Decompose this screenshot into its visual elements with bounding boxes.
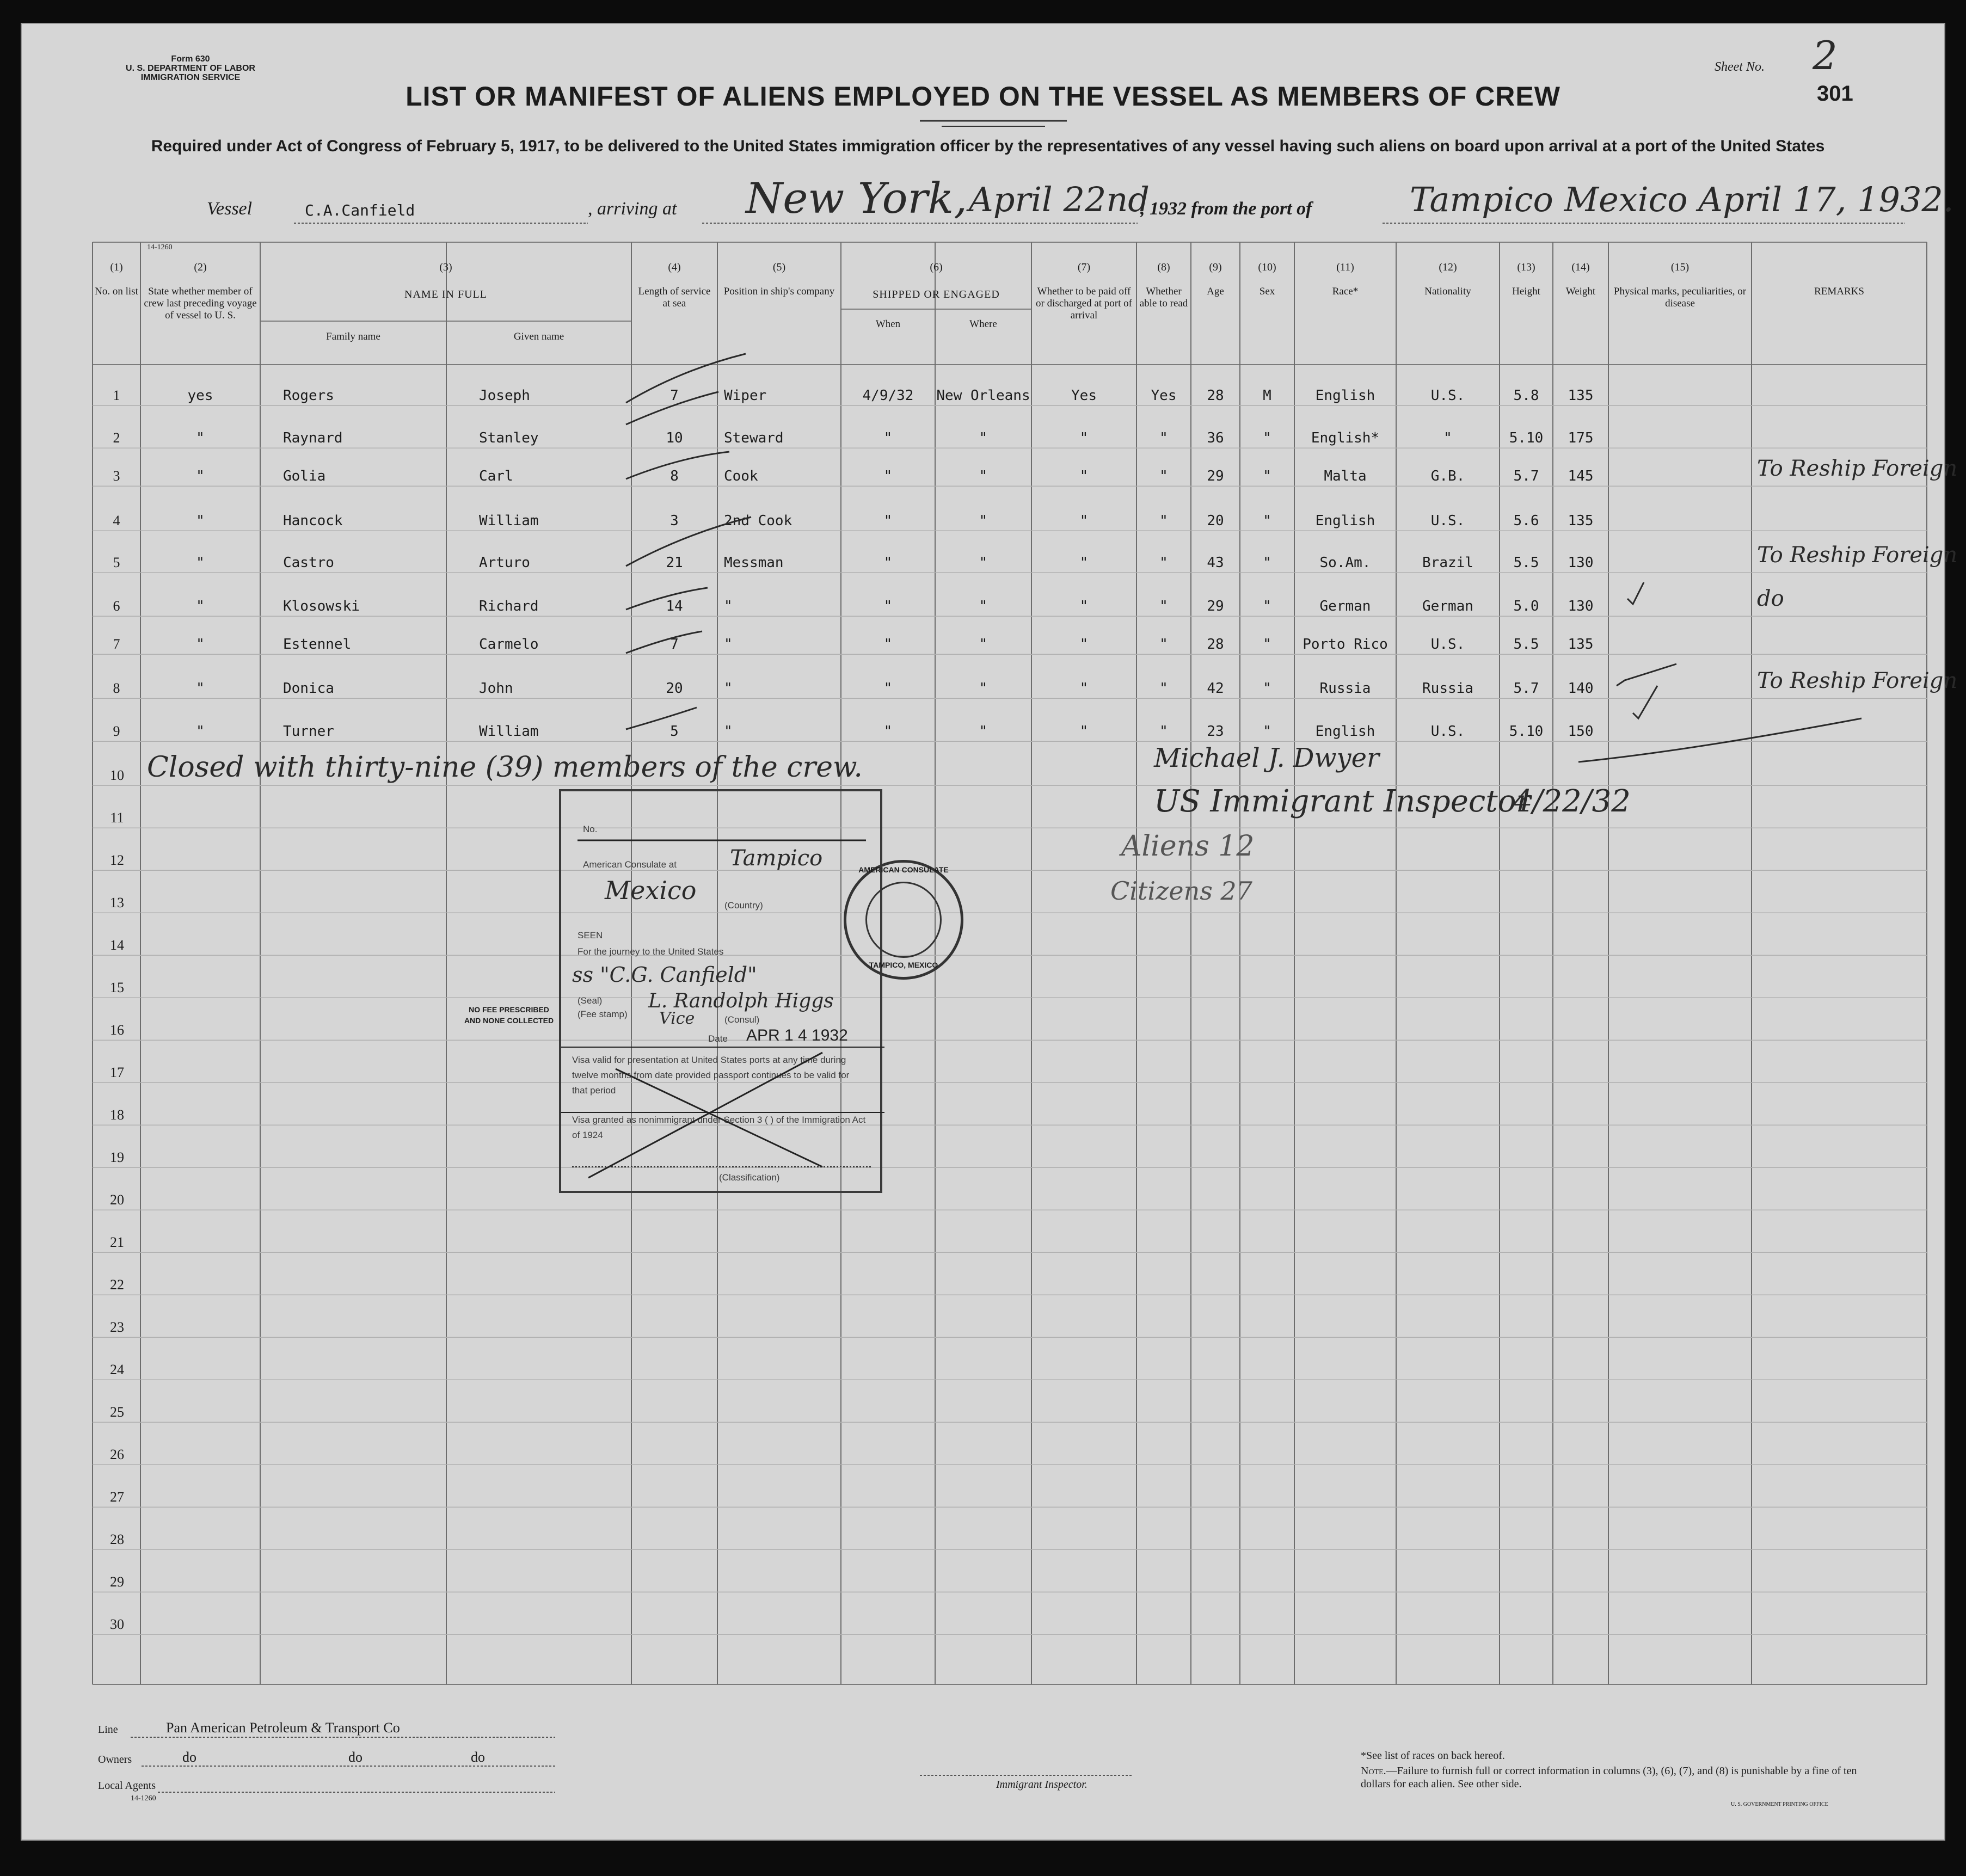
- row-number: 19: [110, 1149, 124, 1165]
- cell-service: 3: [670, 513, 679, 529]
- row-number: 30: [110, 1616, 124, 1632]
- cell-where: ": [979, 513, 988, 529]
- cell-age: 29: [1207, 598, 1224, 614]
- no-fee-note: NO FEE PRESCRIBED AND NONE COLLECTED: [464, 1005, 554, 1025]
- fee-label: (Fee stamp): [577, 1009, 628, 1019]
- cell-weight: 135: [1568, 387, 1594, 404]
- column-subheader: Where: [969, 318, 997, 330]
- column-number: (7): [1077, 261, 1091, 273]
- cell-given: John: [479, 680, 513, 697]
- stamp-date: APR 1 4 1932: [746, 1026, 848, 1044]
- form-code-top: 14-1260: [147, 243, 173, 251]
- cell-no: 9: [113, 723, 120, 739]
- column-header: Race*: [1332, 286, 1359, 297]
- cell-age: 23: [1207, 723, 1224, 740]
- cell-prev: ": [196, 513, 205, 529]
- cell-service: 7: [670, 636, 679, 653]
- cell-paid-off: ": [1079, 513, 1089, 529]
- cell-race: So.Am.: [1319, 555, 1371, 571]
- cell-where: ": [979, 598, 988, 614]
- cell-weight: 130: [1568, 598, 1594, 614]
- line-value: Pan American Petroleum & Transport Co: [166, 1720, 400, 1736]
- cell-read: ": [1159, 513, 1168, 529]
- cell-given: William: [479, 723, 539, 740]
- consulate-label: American Consulate at: [583, 859, 677, 870]
- column-header: Height: [1512, 286, 1540, 297]
- cell-nationality: ": [1443, 430, 1452, 446]
- cell-service: 14: [666, 598, 683, 614]
- column-number: (12): [1439, 261, 1457, 273]
- cell-family: Donica: [283, 680, 334, 697]
- row-number: 22: [110, 1277, 124, 1293]
- cell-family: Hancock: [283, 513, 343, 529]
- cell-family: Klosowski: [283, 598, 360, 614]
- cell-given: Carmelo: [479, 636, 539, 653]
- cell-read: ": [1159, 468, 1168, 484]
- cell-prev: ": [196, 430, 205, 446]
- column-header: NAME IN FULL: [404, 288, 487, 300]
- row-number: 23: [110, 1319, 124, 1335]
- cell-when: ": [883, 636, 893, 653]
- cell-no: 3: [113, 468, 120, 484]
- cell-prev: yes: [187, 387, 213, 404]
- cell-no: 8: [113, 680, 120, 696]
- cell-position: ": [724, 680, 733, 697]
- row-number: 21: [110, 1234, 124, 1250]
- cell-prev: ": [196, 468, 205, 484]
- cell-read: ": [1159, 723, 1168, 740]
- cell-prev: ": [196, 598, 205, 614]
- column-number: (5): [772, 261, 786, 273]
- date-label: Date: [708, 1034, 728, 1044]
- seen-label: SEEN: [577, 930, 603, 940]
- visa-valid-text: Visa valid for presentation at United States ports at any time during twelve months from date provided passport continues to be valid for that period: [572, 1055, 850, 1096]
- cell-sex: ": [1263, 680, 1271, 697]
- stamp-number: 301: [1817, 82, 1853, 106]
- cell-height: 5.5: [1513, 636, 1539, 653]
- column-number: (6): [930, 261, 943, 273]
- cell-sex: ": [1263, 468, 1271, 484]
- cell-nationality: U.S.: [1430, 513, 1465, 529]
- column-header: Age: [1207, 286, 1224, 297]
- cell-family: Raynard: [283, 430, 343, 446]
- cell-weight: 150: [1568, 723, 1594, 740]
- column-number: (15): [1670, 261, 1689, 273]
- cell-no: 6: [113, 598, 120, 614]
- row-number: 15: [110, 980, 124, 995]
- cell-remarks: To Reship Foreign: [1757, 543, 1958, 568]
- inspector-date: 4/22/32: [1513, 784, 1631, 819]
- sheet-number: 2: [1813, 33, 1838, 78]
- column-header: No. on list: [95, 286, 138, 297]
- row-number: 14: [110, 937, 124, 953]
- cell-sex: ": [1263, 598, 1271, 614]
- cell-nationality: U.S.: [1430, 636, 1465, 653]
- column-number: (8): [1157, 261, 1170, 273]
- cell-when: ": [883, 468, 893, 484]
- column-number: (10): [1258, 261, 1276, 273]
- row-number: 11: [110, 810, 124, 826]
- cell-weight: 135: [1568, 513, 1594, 529]
- owners-value-1: do: [182, 1749, 196, 1765]
- column-number: (1): [110, 261, 123, 273]
- page-title: LIST OR MANIFEST OF ALIENS EMPLOYED ON THE VESSEL AS MEMBERS OF CREW: [406, 81, 1560, 112]
- row-number: 28: [110, 1531, 124, 1547]
- cell-age: 42: [1207, 680, 1224, 697]
- cell-prev: ": [196, 636, 205, 653]
- cell-remarks: To Reship Foreign: [1757, 456, 1958, 481]
- cell-sex: ": [1263, 430, 1271, 446]
- column-number: (2): [194, 261, 207, 273]
- column-header: Whether to be paid off or discharged at port of arrival: [1036, 286, 1132, 321]
- cell-given: Stanley: [479, 430, 539, 446]
- row-number: 26: [110, 1447, 124, 1462]
- cell-family: Estennel: [283, 636, 352, 653]
- cell-given: Carl: [479, 468, 513, 484]
- inspector-name: Michael J. Dwyer: [1154, 743, 1379, 773]
- cell-race: English: [1315, 387, 1375, 404]
- cell-race: Porto Rico: [1303, 636, 1388, 653]
- cell-height: 5.10: [1509, 723, 1544, 740]
- cell-sex: ": [1263, 555, 1271, 571]
- inspector-title: US Immigrant Inspector: [1154, 784, 1531, 819]
- cell-given: William: [479, 513, 539, 529]
- seal-top-text: AMERICAN CONSULATE: [858, 865, 949, 874]
- cell-prev: ": [196, 680, 205, 697]
- cell-nationality: Russia: [1422, 680, 1473, 697]
- cell-race: German: [1319, 598, 1371, 614]
- vessel-label: Vessel: [207, 199, 253, 219]
- form-id: Form 630 U. S. DEPARTMENT OF LABOR IMMIGRATION SERVICE: [126, 54, 255, 82]
- cell-remarks: To Reship Foreign: [1757, 668, 1958, 693]
- stamp-no-label: No.: [583, 824, 598, 834]
- cell-where: ": [979, 680, 988, 697]
- cell-service: 8: [670, 468, 679, 484]
- cell-given: Richard: [479, 598, 539, 614]
- row-number: 12: [110, 852, 124, 868]
- column-number: (4): [668, 261, 681, 273]
- cell-position: ": [724, 598, 733, 614]
- cell-position: 2nd Cook: [724, 513, 792, 529]
- column-header: SHIPPED OR ENGAGED: [873, 288, 1000, 300]
- cell-read: ": [1159, 555, 1168, 571]
- row-number: 10: [110, 767, 124, 783]
- cell-where: ": [979, 468, 988, 484]
- column-header: REMARKS: [1814, 286, 1864, 297]
- consul-title: Vice: [659, 1009, 695, 1028]
- cell-family: Rogers: [283, 387, 334, 404]
- cell-weight: 175: [1568, 430, 1594, 446]
- column-header: Whether able to read: [1139, 286, 1188, 309]
- column-number: (3): [439, 261, 452, 273]
- row-number: 24: [110, 1362, 124, 1377]
- journey-label: For the journey to the United States: [577, 946, 724, 957]
- sheet-label: Sheet No.: [1715, 60, 1765, 74]
- consul-signature: L. Randolph Higgs: [648, 990, 834, 1012]
- year-label: , 1932 from the port of: [1140, 199, 1312, 219]
- cell-no: 4: [113, 513, 120, 528]
- owners-value-2: do: [348, 1749, 363, 1765]
- row-number: 16: [110, 1022, 124, 1038]
- cell-family: Turner: [283, 723, 334, 740]
- cell-family: Golia: [283, 468, 326, 484]
- cell-when: ": [883, 513, 893, 529]
- cell-service: 5: [670, 723, 679, 740]
- inspector-label: Immigrant Inspector.: [996, 1779, 1088, 1791]
- cell-height: 5.8: [1513, 387, 1539, 404]
- cell-no: 5: [113, 555, 120, 570]
- cell-given: Arturo: [479, 555, 530, 571]
- cell-sex: ": [1263, 723, 1271, 740]
- cell-paid-off: ": [1079, 636, 1089, 653]
- cell-height: 5.0: [1513, 598, 1539, 614]
- row-number: 20: [110, 1192, 124, 1208]
- citizens-count: Citizens 27: [1110, 876, 1252, 906]
- footer-code: 14-1260: [131, 1794, 156, 1803]
- cell-paid-off: ": [1079, 555, 1089, 571]
- column-subheader: Family name: [326, 331, 380, 342]
- closing-note: Closed with thirty-nine (39) members of the crew.: [147, 751, 863, 784]
- cell-paid-off: Yes: [1071, 387, 1097, 404]
- arriving-label: , arriving at: [588, 199, 677, 219]
- cell-where: ": [979, 723, 988, 740]
- cell-height: 5.10: [1509, 430, 1544, 446]
- column-header: Nationality: [1424, 286, 1471, 297]
- row-number: 25: [110, 1404, 124, 1420]
- visa-granted-text: Visa granted as nonimmigrant under Section 3 ( ) of the Immigration Act of 1924: [572, 1115, 866, 1140]
- cell-no: 2: [113, 430, 120, 446]
- cell-sex: ": [1263, 636, 1271, 653]
- cell-where: ": [979, 636, 988, 653]
- cell-prev: ": [196, 555, 205, 571]
- cell-age: 29: [1207, 468, 1224, 484]
- cell-nationality: U.S.: [1430, 723, 1465, 740]
- cell-age: 28: [1207, 636, 1224, 653]
- cell-paid-off: ": [1079, 680, 1089, 697]
- line-label: Line: [98, 1724, 118, 1736]
- cell-position: Messman: [724, 555, 784, 571]
- column-header: Length of service at sea: [638, 286, 711, 309]
- printer-note: U. S. GOVERNMENT PRINTING OFFICE: [1731, 1801, 1828, 1807]
- cell-sex: ": [1263, 513, 1271, 529]
- cell-when: ": [883, 680, 893, 697]
- cell-when: ": [883, 723, 893, 740]
- cell-where: ": [979, 555, 988, 571]
- cell-weight: 130: [1568, 555, 1594, 571]
- cell-age: 20: [1207, 513, 1224, 529]
- from-port: Tampico Mexico April 17, 1932.: [1410, 180, 1954, 219]
- cell-no: 1: [113, 387, 120, 403]
- cell-paid-off: ": [1079, 430, 1089, 446]
- stamp-vessel: ss "C.G. Canfield": [572, 963, 757, 987]
- cell-weight: 145: [1568, 468, 1594, 484]
- column-subheader: Given name: [513, 331, 564, 342]
- column-subheader: When: [875, 318, 901, 330]
- column-number: (14): [1571, 261, 1590, 273]
- row-number: 13: [110, 895, 124, 911]
- cell-where: New Orleans: [936, 387, 1030, 404]
- cell-given: Joseph: [479, 387, 530, 404]
- cell-service: 20: [666, 680, 683, 697]
- row-number: 29: [110, 1574, 124, 1590]
- column-header: State whether member of crew last preceding voyage of vessel to U. S.: [144, 286, 257, 321]
- cell-race: English: [1315, 513, 1375, 529]
- cell-read: Yes: [1151, 387, 1177, 404]
- cell-weight: 140: [1568, 680, 1594, 697]
- seal-label: (Seal): [577, 995, 603, 1006]
- column-number: (13): [1517, 261, 1535, 273]
- cell-read: ": [1159, 430, 1168, 446]
- cell-height: 5.7: [1513, 680, 1539, 697]
- row-number: 18: [110, 1107, 124, 1123]
- cell-height: 5.7: [1513, 468, 1539, 484]
- consulate-city: Tampico: [730, 846, 823, 871]
- column-number: (9): [1209, 261, 1222, 273]
- cell-paid-off: ": [1079, 468, 1089, 484]
- cell-when: ": [883, 430, 893, 446]
- fine-note: Note.—Failure to furnish full or correct information in columns (3), (6), (7), and (8) is punishable by a fine of ten dollars for each alien. See other side.: [1361, 1765, 1857, 1790]
- column-number: (11): [1336, 261, 1354, 273]
- cell-age: 43: [1207, 555, 1224, 571]
- cell-paid-off: ": [1079, 723, 1089, 740]
- cell-height: 5.6: [1513, 513, 1539, 529]
- page-subtitle: Required under Act of Congress of February 5, 1917, to be delivered to the United States immigration officer by the representatives of any vessel having such aliens on board upon arrival at a port of the United States: [151, 137, 1825, 155]
- cell-age: 36: [1207, 430, 1224, 446]
- aliens-count: Aliens 12: [1121, 830, 1255, 863]
- cell-family: Castro: [283, 555, 334, 571]
- cell-race: English*: [1311, 430, 1380, 446]
- races-note: *See list of races on back hereof.: [1361, 1750, 1505, 1762]
- consul-label: (Consul): [724, 1014, 760, 1025]
- cell-when: 4/9/32: [862, 387, 914, 404]
- cell-read: ": [1159, 598, 1168, 614]
- cell-position: Steward: [724, 430, 784, 446]
- cell-race: Russia: [1319, 680, 1371, 697]
- cell-read: ": [1159, 680, 1168, 697]
- cell-position: Cook: [724, 468, 758, 484]
- cell-prev: ": [196, 723, 205, 740]
- column-header: Position in ship's company: [723, 286, 835, 297]
- consulate-country: Mexico: [605, 876, 697, 905]
- cell-where: ": [979, 430, 988, 446]
- cell-height: 5.5: [1513, 555, 1539, 571]
- row-number: 27: [110, 1489, 124, 1505]
- cell-position: Wiper: [724, 387, 767, 404]
- cell-weight: 135: [1568, 636, 1594, 653]
- cell-position: ": [724, 723, 733, 740]
- cell-age: 28: [1207, 387, 1224, 404]
- classification-label: (Classification): [719, 1172, 780, 1183]
- cell-no: 7: [113, 636, 120, 652]
- vessel-name: C.A.Canfield: [305, 201, 415, 219]
- cell-nationality: U.S.: [1430, 387, 1465, 404]
- cell-race: Malta: [1324, 468, 1367, 484]
- seal-bottom-text: TAMPICO, MEXICO: [869, 961, 938, 969]
- cell-race: English: [1315, 723, 1375, 740]
- cell-service: 21: [666, 555, 683, 571]
- owners-label: Owners: [98, 1754, 132, 1766]
- row-number: 17: [110, 1065, 124, 1080]
- cell-nationality: German: [1422, 598, 1473, 614]
- column-header: Sex: [1259, 286, 1275, 297]
- cell-remarks: do: [1757, 586, 1784, 611]
- arriving-port: New York,: [746, 174, 967, 223]
- cell-service: 10: [666, 430, 683, 446]
- country-label: (Country): [724, 900, 763, 911]
- cell-position: ": [724, 636, 733, 653]
- cell-when: ": [883, 598, 893, 614]
- agents-label: Local Agents: [98, 1780, 156, 1792]
- cell-sex: M: [1263, 387, 1271, 404]
- arriving-date: April 22nd: [969, 180, 1150, 219]
- cell-when: ": [883, 555, 893, 571]
- cell-nationality: G.B.: [1430, 468, 1465, 484]
- column-header: Physical marks, peculiarities, or disease: [1613, 286, 1747, 309]
- cell-paid-off: ": [1079, 598, 1089, 614]
- owners-value-3: do: [471, 1749, 485, 1765]
- cell-read: ": [1159, 636, 1168, 653]
- cell-nationality: Brazil: [1422, 555, 1473, 571]
- cell-service: 7: [670, 387, 679, 404]
- column-header: Weight: [1565, 286, 1596, 297]
